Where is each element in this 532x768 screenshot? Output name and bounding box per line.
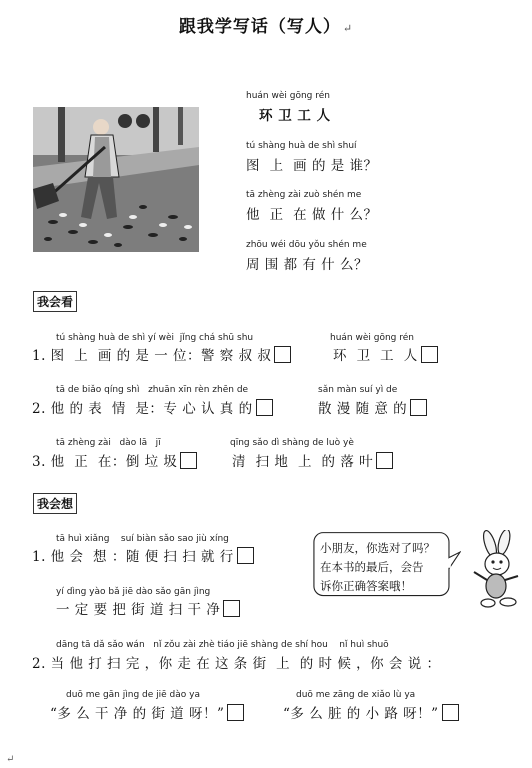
s2-quote-b-pinyin: duō me zāng de xiǎo lù ya (296, 690, 416, 700)
s2-line1-pinyin: tā huì xiǎng suí biàn sǎo sao jiù xíng (56, 534, 229, 544)
checkbox-careless[interactable] (410, 399, 427, 416)
s1-line1-text-a: 1. 图 上 画 的 是 一 位：警 察 叔 叔 (32, 344, 291, 364)
intro-q3-pinyin: tā zhèng zài zuò shén me (246, 190, 362, 200)
s2-line1b-pinyin: yí dìng yào bǎ jiē dào sǎo gān jìng (56, 587, 211, 597)
page-title (0, 12, 532, 37)
intro-q3-text: 他 正 在 做 什 么？ (246, 207, 378, 223)
speech-text (320, 539, 460, 596)
s2-line1b-text: 一 定 要 把 街 道 扫 干 净 (56, 598, 240, 618)
speech-line-1: 小朋友，你选对了吗？ (320, 541, 435, 555)
checkbox-focused[interactable] (256, 399, 273, 416)
s2-quote-b-text: “多 么 脏 的 小 路 呀！” (283, 702, 459, 722)
rabbit-mascot-icon (468, 530, 526, 610)
s2-line1-text: 1. 他 会 想 ：随 便 扫 扫 就 行 (32, 545, 254, 565)
checkbox-clean-street[interactable] (227, 704, 244, 721)
intro-q1-pinyin: huán wèi gōng rén (246, 91, 330, 101)
s2-line2-pinyin: dāng tā dǎ sǎo wán nǐ zǒu zài zhè tiáo jiē shàng de shí hou nǐ huì shuō (56, 640, 389, 650)
s1-line3-pinyin-a: tā zhèng zài dào lā jī (56, 438, 161, 448)
checkbox-clean[interactable] (223, 600, 240, 617)
checkbox-garbage[interactable] (180, 452, 197, 469)
checkbox-leaves[interactable] (376, 452, 393, 469)
intro-q2-pinyin: tú shàng huà de shì shuí (246, 141, 357, 151)
sweeper-illustration (33, 107, 199, 252)
checkbox-casual[interactable] (237, 547, 254, 564)
paragraph-mark: ↵ (342, 22, 354, 35)
footer-paragraph-mark: ↵ (6, 754, 15, 765)
title-text: 跟我学写话（写人） (178, 17, 341, 37)
section-think: 我会想 (33, 493, 77, 514)
intro-q1-text: 环 卫 工 人 (259, 108, 331, 124)
s1-line2-pinyin-a: tā de biǎo qíng shì zhuān xīn rèn zhēn de (56, 385, 249, 395)
s1-line3-pinyin-b: qīng sǎo dì shàng de luò yè (230, 438, 354, 448)
s1-line1-pinyin-a: tú shàng huà de shì yí wèi jǐng chá shū shu (56, 333, 254, 343)
s2-quote-a-text: “多 么 干 净 的 街 道 呀！” (50, 702, 244, 722)
checkbox-dirty-road[interactable] (442, 704, 459, 721)
intro-q4-pinyin: zhōu wéi dōu yǒu shén me (246, 240, 367, 250)
section-look: 我会看 (33, 291, 77, 312)
speech-line-3: 诉你正确答案哦！ (320, 579, 412, 593)
s1-line1-pinyin-b: huán wèi gōng rén (330, 333, 414, 343)
s1-line2-pinyin-b: sǎn màn suí yì de (318, 385, 398, 395)
checkbox-sanitation-worker[interactable] (421, 346, 438, 363)
checkbox-police[interactable] (274, 346, 291, 363)
intro-q4-text: 周 围 都 有 什 么？ (246, 257, 368, 273)
s1-line2-text-b: 散 漫 随 意 的 (318, 397, 427, 417)
s1-line3-text-b: 清 扫 地 上 的 落 叶 (232, 450, 393, 470)
s1-line1-text-b: 环 卫 工 人 (333, 344, 438, 364)
s1-line3-text-a: 3. 他 正 在：倒 垃 圾 (32, 450, 197, 470)
s2-quote-a-pinyin: duō me gān jìng de jiē dào ya (66, 690, 200, 700)
s1-line2-text-a: 2. 他 的 表 情 是：专 心 认 真 的 (32, 397, 273, 417)
intro-q2-text: 图 上 画 的 是 谁？ (246, 158, 378, 174)
speech-line-2: 在本书的最后，会告 (320, 560, 424, 574)
s2-line2-text: 2. 当 他 打 扫 完 ，你 走 在 这 条 街 上 的 时 候 ，你 会 说 ： (32, 656, 441, 672)
